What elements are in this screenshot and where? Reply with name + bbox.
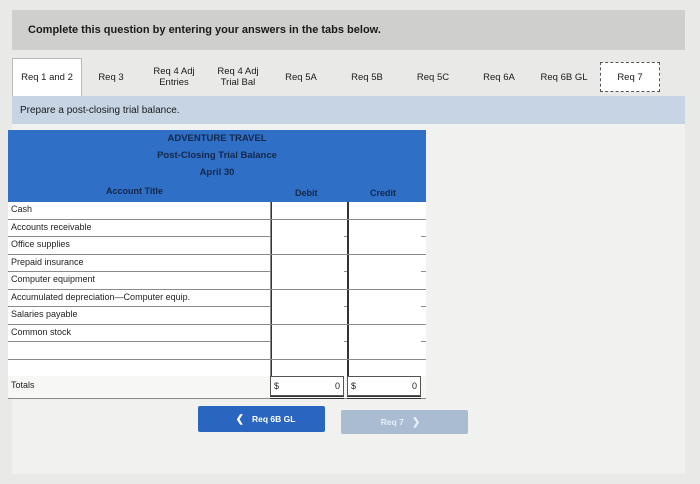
credit-total-currency: $ — [351, 381, 357, 391]
credit-header: Credit — [370, 188, 397, 198]
debit-total-double-underline — [270, 396, 344, 399]
next-tab-label: Req 7 — [380, 417, 404, 427]
debit-total — [270, 376, 344, 396]
account-title-cell[interactable]: Accumulated depreciation—Computer equip. — [11, 291, 191, 302]
account-title-cell[interactable]: Salaries payable — [11, 309, 78, 319]
debit-input[interactable] — [270, 202, 344, 219]
question-prompt: Complete this question by entering your answers in the tabs below. — [28, 24, 381, 36]
debit-header: Debit — [295, 188, 318, 198]
table-row — [8, 307, 426, 325]
previous-tab-button[interactable] — [198, 406, 325, 432]
account-title-cell[interactable]: Office supplies — [11, 239, 70, 249]
credit-input[interactable] — [347, 272, 421, 289]
tab-req-6b-gl[interactable]: Req 6B GL — [540, 71, 588, 83]
question-header — [12, 10, 685, 50]
credit-input[interactable] — [347, 220, 421, 237]
credit-input[interactable] — [347, 325, 421, 342]
account-title-cell[interactable]: Prepaid insurance — [11, 256, 84, 267]
account-title-cell[interactable]: Cash — [11, 204, 33, 214]
tab-req-7[interactable]: Req 7 — [600, 62, 660, 92]
tab-req-4-adj-entries[interactable]: Req 4 Adj Entries — [153, 66, 195, 88]
next-tab-button[interactable] — [341, 410, 468, 434]
debit-input[interactable] — [270, 307, 344, 324]
previous-tab-label: Req 6B GL — [251, 414, 296, 424]
tab-bar — [12, 58, 685, 96]
debit-input[interactable] — [270, 290, 344, 307]
account-title-cell[interactable]: Computer equipment — [11, 274, 96, 284]
credit-input[interactable] — [347, 237, 421, 254]
debit-input[interactable] — [270, 360, 344, 377]
debit-total-currency: $ — [274, 381, 280, 391]
credit-total-value: 0 — [411, 381, 417, 391]
company-name: ADVENTURE TRAVEL — [167, 133, 267, 144]
totals-row — [8, 376, 426, 399]
table-row — [8, 237, 426, 255]
tab-req-5a[interactable]: Req 5A — [285, 71, 317, 83]
totals-label: Totals — [11, 380, 35, 390]
credit-total-double-underline — [347, 396, 421, 399]
debit-input[interactable] — [270, 342, 344, 359]
tab-req-6a[interactable]: Req 6A — [483, 71, 515, 83]
debit-total-value: 0 — [334, 381, 340, 391]
account-title-cell[interactable]: Accounts receivable — [11, 221, 92, 232]
account-title-cell[interactable]: Common stock — [11, 326, 72, 337]
debit-input[interactable] — [270, 237, 344, 254]
credit-input[interactable] — [347, 290, 421, 307]
table-row — [8, 290, 426, 308]
credit-total — [347, 376, 421, 396]
tab-req-5b[interactable]: Req 5B — [351, 71, 383, 83]
credit-input[interactable] — [347, 255, 421, 272]
table-row — [8, 360, 426, 378]
tab-req-3[interactable]: Req 3 — [98, 71, 124, 83]
table-row — [8, 325, 426, 343]
instruction-text: Prepare a post-closing trial balance. — [20, 104, 180, 116]
instruction-bar — [12, 96, 685, 124]
credit-input[interactable] — [347, 360, 421, 377]
table-row — [8, 255, 426, 273]
table-row — [8, 202, 426, 220]
statement-date: April 30 — [199, 167, 235, 178]
account-title-header: Account Title — [106, 186, 163, 196]
table-row — [8, 220, 426, 238]
debit-input[interactable] — [270, 220, 344, 237]
debit-input[interactable] — [270, 272, 344, 289]
tab-req-5c[interactable]: Req 5C — [416, 71, 450, 83]
chevron-right-icon: ❯ — [411, 416, 421, 428]
chevron-left-icon: ❮ — [235, 413, 244, 425]
credit-input[interactable] — [347, 307, 421, 324]
debit-input[interactable] — [270, 325, 344, 342]
statement-title: Post-Closing Trial Balance — [157, 150, 277, 161]
credit-input[interactable] — [347, 342, 421, 359]
credit-input[interactable] — [347, 202, 421, 219]
table-row — [8, 272, 426, 290]
table-row — [8, 342, 426, 360]
debit-input[interactable] — [270, 255, 344, 272]
tab-req-4-adj-trial-bal[interactable]: Req 4 Adj Trial Bal — [217, 66, 259, 88]
table-header — [8, 130, 426, 202]
column-divider — [270, 202, 271, 377]
tab-req-1-and-2[interactable]: Req 1 and 2 — [12, 58, 82, 96]
